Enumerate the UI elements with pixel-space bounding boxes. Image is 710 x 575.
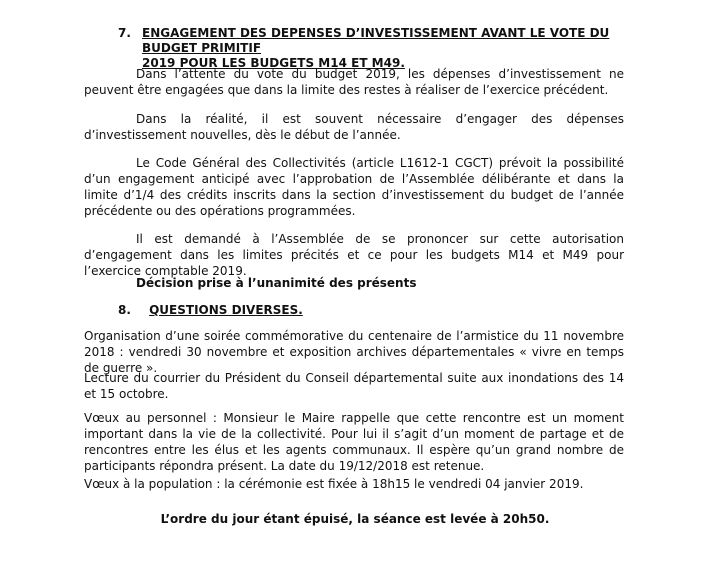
section-7-decision: Décision prise à l’unanimité des présents <box>136 276 417 290</box>
section-7-paragraph-3: Le Code Général des Collectivités (article L1612-1 CGCT) prévoit la possibilité d’un engagement anticipé avec l’approbation de l’Assemblée délibérante et dans la limite d’1/4 des crédits inscrits dans la section d’investissement du budget de l’année précédente ou des opérations programmées. <box>84 156 624 218</box>
section-8-title: QUESTIONS DIVERSES. <box>149 303 303 317</box>
section-7-heading <box>118 26 638 71</box>
closing-statement: L’ordre du jour étant épuisé, la séance est levée à 20h50. <box>160 512 550 526</box>
section-7-paragraph-1: Dans l’attente du vote du budget 2019, les dépenses d’investissement ne peuvent être engagées que dans la limite des restes à réaliser de l’exercice précédent. <box>84 67 624 97</box>
section-8-paragraph-3: Vœux au personnel : Monsieur le Maire rappelle que cette rencontre est un moment important dans la vie de la collectivité. Pour lui il s’agit d’un moment de partage et de rencontres entre les élus et les agents communaux. Il espère qu’un grand nombre de participants répondra présent. La date du 19/12/2018 est retenue. <box>84 411 624 473</box>
section-8-paragraph-2: Lecture du courrier du Président du Conseil départemental suite aux inondations des 14 et 15 octobre. <box>84 371 624 401</box>
section-7-paragraph-2: Dans la réalité, il est souvent nécessaire d’engager des dépenses d’investissement nouvelles, dès le début de l’année. <box>84 112 624 142</box>
section-8-heading <box>118 303 303 317</box>
section-8-paragraph-4: Vœux à la population : la cérémonie est fixée à 18h15 le vendredi 04 janvier 2019. <box>84 477 584 491</box>
section-8-paragraph-1: Organisation d’une soirée commémorative du centenaire de l’armistice du 11 novembre 2018 : vendredi 30 novembre et exposition archives départementales « vivre en temps de guerre ». <box>84 329 624 375</box>
section-7-number: 7. <box>118 26 131 40</box>
section-7-title-line2: 2019 POUR LES BUDGETS M14 ET M49. <box>142 56 405 70</box>
section-7-title-line1: ENGAGEMENT DES DEPENSES D’INVESTISSEMENT AVANT LE VOTE DU BUDGET PRIMITIF <box>142 26 610 55</box>
section-7-paragraph-4: Il est demandé à l’Assemblée de se prononcer sur cette autorisation d’engagement dans les limites précités et ce pour les budgets M14 et M49 pour l’exercice comptable 2019. <box>84 232 624 278</box>
section-8-number: 8. <box>118 303 131 317</box>
